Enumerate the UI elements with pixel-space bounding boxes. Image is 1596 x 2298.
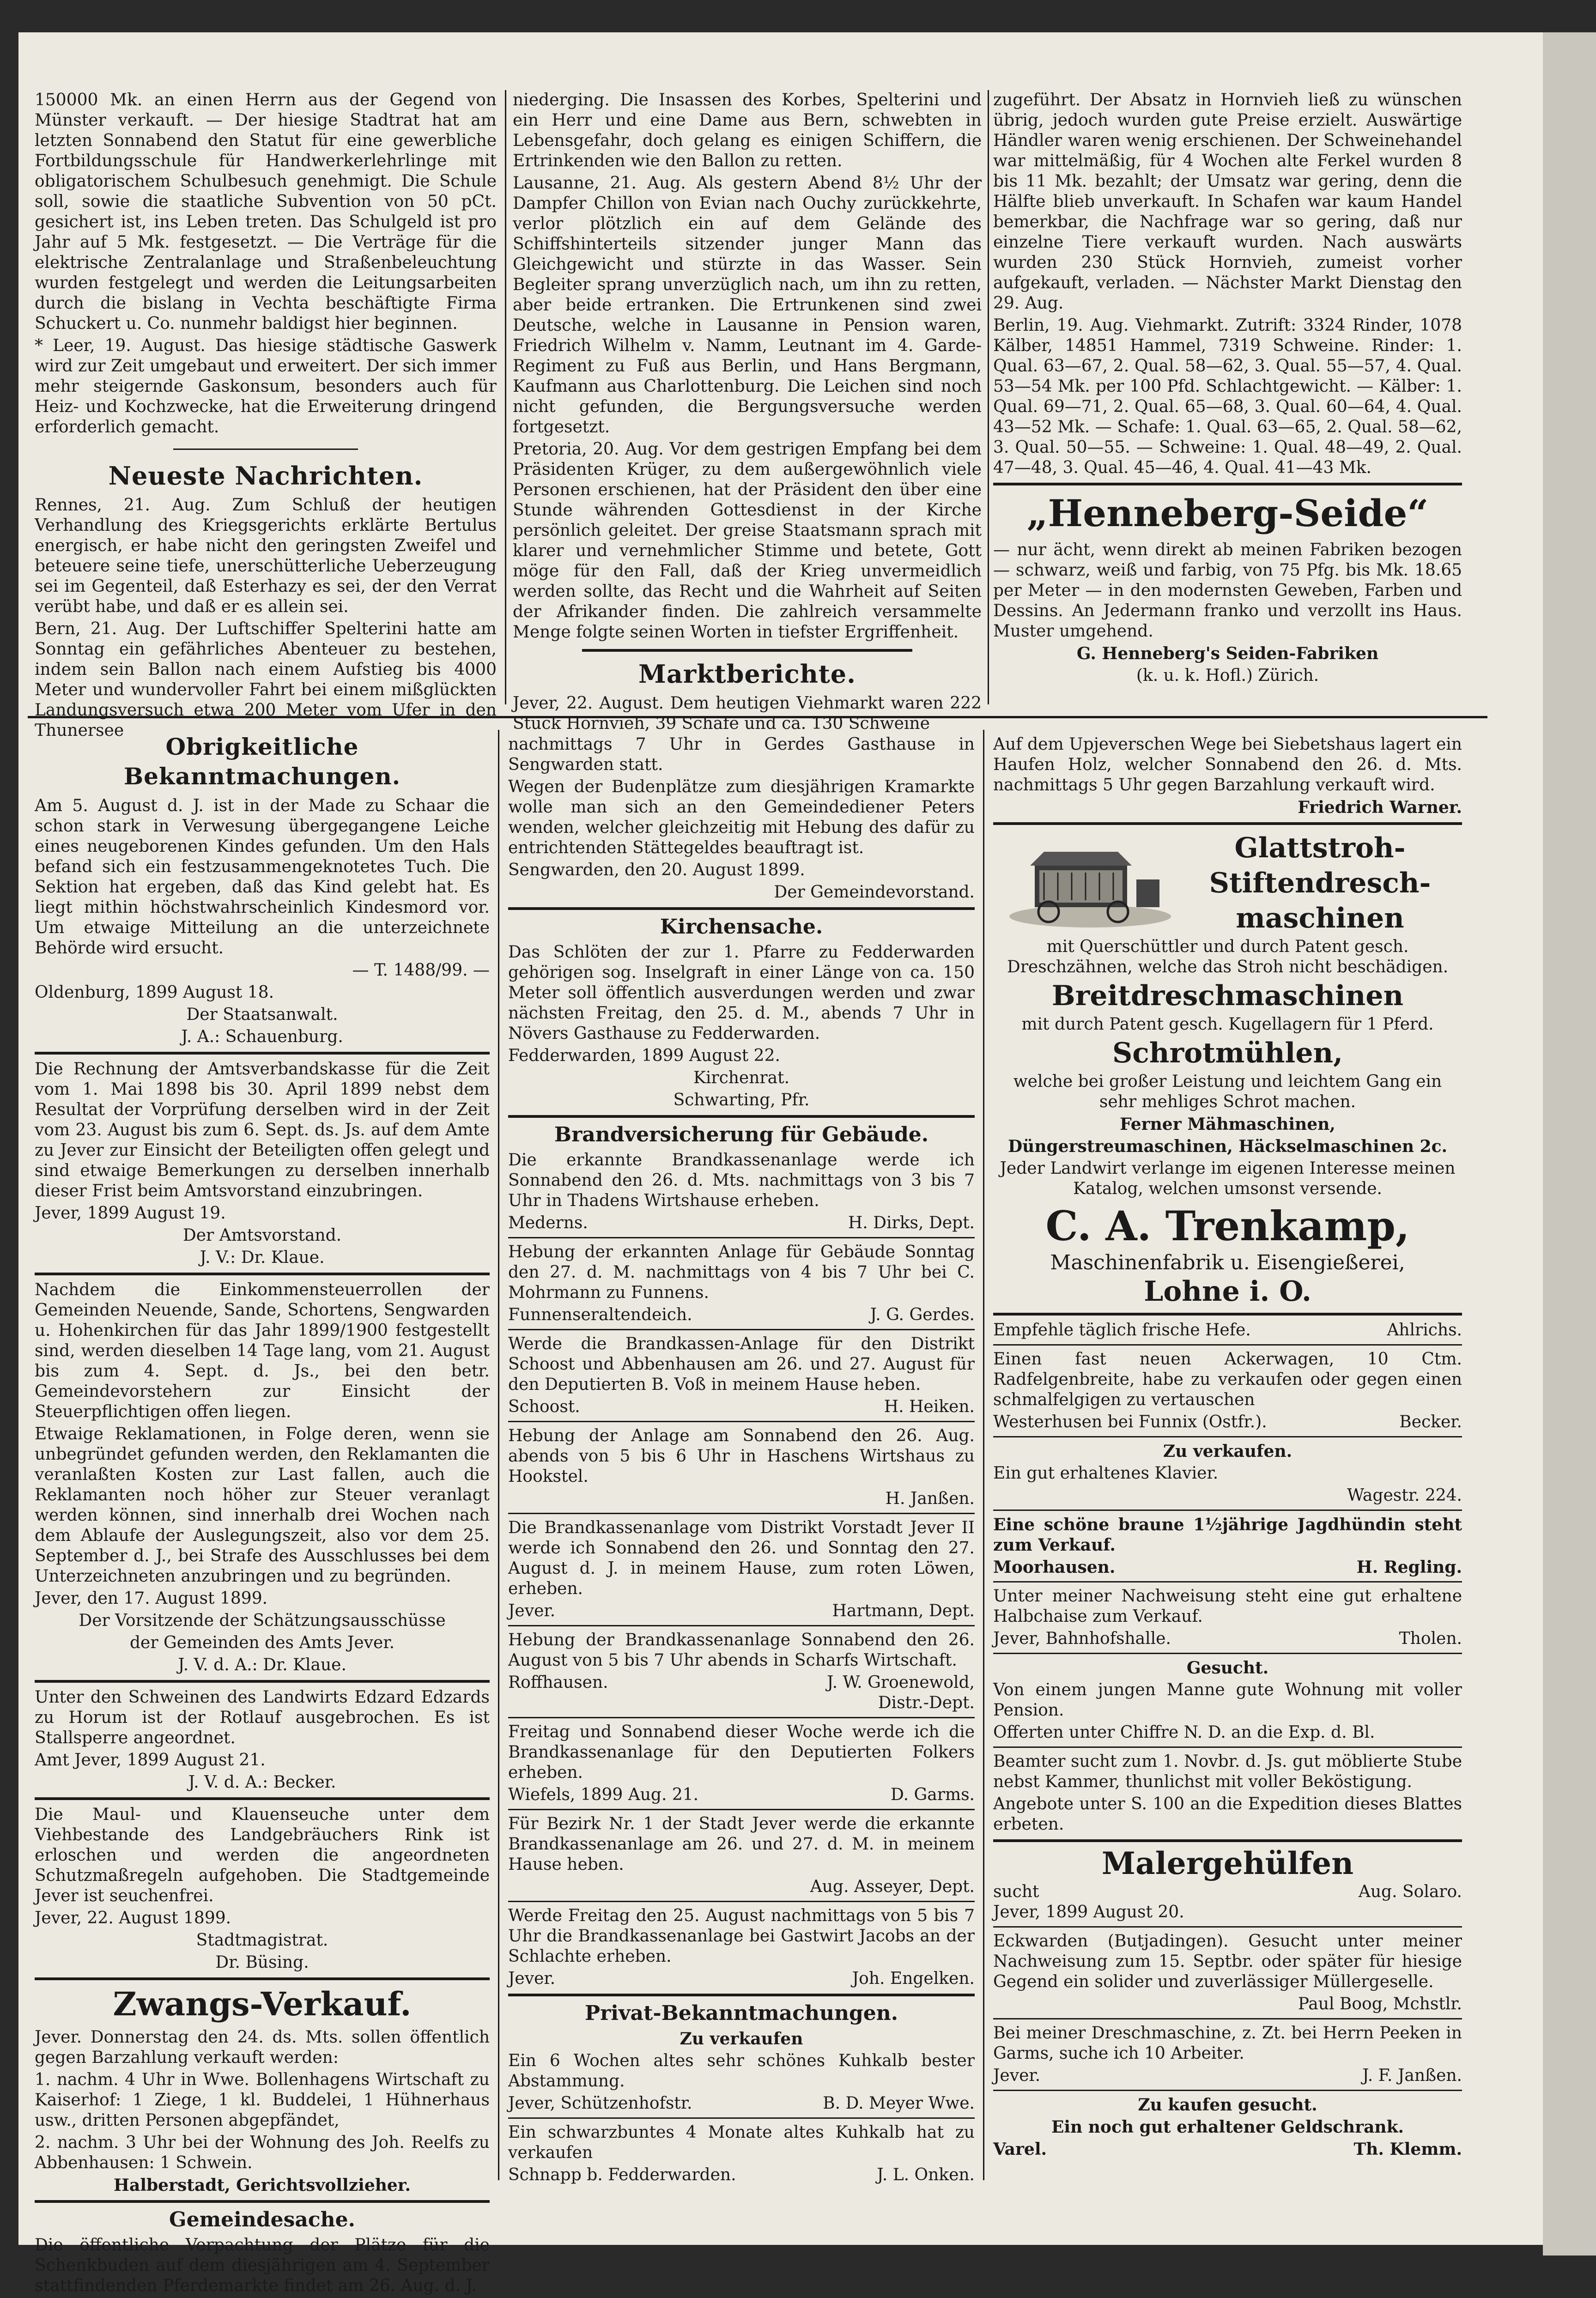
notice-text: Etwaige Reklamationen, in Folge deren, wenn sie unbegründet gefunden werden, den Reklamanten die veranlaßten Kosten zur Last fallen, auch die Reklamanten noch höher zur Steuer veranlagt werden können, sind innerhalb drei Wochen nach dem Ablaufe der Auslegungszeit, also vor dem 25. September d. J., bei Strafe des Ausschlusses bei dem Unterzeichneten anzubringen und zu begründen. (35, 1425, 490, 1586)
signature-line (508, 2093, 975, 2114)
place: Jever, Schützenhofstr. (508, 2094, 692, 2113)
signature: Becker. (1399, 1413, 1462, 1431)
notice-signature: J. A.: Schauenburg. (181, 1027, 343, 1046)
notice-text: Nachdem die Einkommensteuerrollen der Gemeinden Neuende, Sande, Schortens, Sengwarden u. Hohenkirchen für das Jahr 1899/1900 festgestellt sind, werden dieselben 14 Tage lang, vom 21. August bis zum 4. Sept. d. Js., bei den betr. Gemeindevorstehern zur Einsicht der Steuerpflichtigen offen liegen. (35, 1280, 490, 1421)
section-heading: Obrigkeitliche Bekanntmachungen. (123, 733, 401, 790)
signature-line (993, 2066, 1462, 2086)
notice-signature: Halberstadt, Gerichtsvollzieher. (113, 2176, 411, 2195)
ad-title: „Henneberg-Seide“ (1026, 491, 1429, 535)
news-paragraph: Berlin, 19. Aug. Viehmarkt. Zutrift: 3324 Rinder, 1078 Kälber, 14851 Hammel, 7319 Schweine. Rinder: 1. Qual. 63—67, 2. Qual. 58—62, 3. Qual. 55—57, 4. Qual. 53—54 Mk. per 100 Pfd. Schlachtgewicht. — Kälber: 1. Qual. 69—71, 2. Qual. 65—68, 3. Qual. 60—64, 4. Qual. 43—52 Mk. — Schafe: 1. Qual. 63—65, 2. Qual. 58—62, 3. Qual. 50—55. — Schweine: 1. Qual. 48—49, 2. Qual. 47—48, 3. Qual. 45—46, 4. Qual. 41—43 Mk. (993, 316, 1462, 477)
signature: Tholen. (1399, 1629, 1462, 1648)
notice-place: Jever, 22. August 1899. (35, 1909, 231, 1928)
news-paragraph: Pretoria, 20. Aug. Vor dem gestrigen Empfang bei dem Präsidenten Krüger, zu dem außergewöhnlich viele Personen erschienen, hat der Präsident den über eine Stunde währenden Gottesdienst in der Kirche persönlich geleitet. Der greise Staatsmann sprach mit klarer und vernehmlicher Stimme und betete, Gott möge für den Fall, daß der Krieg unvermeidlich werden sollte, das Recht und die Wahrheit auf Seiten der Afrikander finden. Die zahlreich versammelte Menge folgte seinen Worten in tiefster Ergriffenheit. (513, 440, 982, 642)
trenkamp-ad-header (993, 830, 1462, 937)
rule (993, 1653, 1462, 1654)
sub-heading: Zu verkaufen. (1163, 1442, 1293, 1461)
rule (508, 1513, 975, 1514)
rule (508, 1809, 975, 1810)
ad-title: Malergehülfen (1101, 1845, 1354, 1881)
ad-text: Unter meiner Nachweisung steht eine gut erhaltene Halbchaise zum Verkauf. (993, 1587, 1462, 1626)
notice-text: Am 5. August d. J. ist in der Made zu Schaar die schon stark in Verwesung übergegangene Leiche eines neugeborenen Kindes gefunden. Um den Hals befand sich ein festzusammengeknotetes Tuch. Die Sektion hat ergeben, daß das Kind gelebt hat. Es liegt mithin höchstwahrscheinlich Kindesmord vor. Um etwaige Mitteilung an die unterzeichnete Behörde wird ersucht. (35, 796, 490, 958)
news-paragraph: * Leer, 19. August. Das hiesige städtische Gaswerk wird zur Zeit umgebaut und erweitert. Der sich immer mehr steigernde Gaskonsum, besonders auch für Heiz- und Kochzwecke, hat die Erweiterung dringend erforderlich gemacht. (35, 336, 497, 437)
notice-place: Amt Jever, 1899 August 21. (35, 1751, 266, 1770)
notice-signature: J. V. d. A.: Becker. (188, 1773, 336, 1792)
rule (993, 822, 1462, 825)
signature: Joh. Engelken. (852, 1969, 975, 1988)
news-paragraph: Bern, 21. Aug. Der Luftschiffer Spelterini hatte am Sonntag ein gefährliches Abenteuer zu bestehen, indem sein Ballon nach einem Aufstieg bis 4000 Meter und wundervoller Fahrt bei einem mißglückten Landungsversuch etwa 200 Meter vom Ufer in den Thunersee (35, 619, 497, 740)
ad-text: Offerten unter Chiffre N. D. an die Exp. d. Bl. (993, 1723, 1375, 1742)
notice-text: Für Bezirk Nr. 1 der Stadt Jever werde die erkannte Brandkassenanlage am 26. und 27. d. M. in meinem Hause heben. (508, 1814, 975, 1874)
notice-signature: Kirchenrat. (693, 1068, 790, 1087)
rule (993, 1926, 1462, 1928)
rule (508, 1421, 975, 1422)
notice-signature: Schwarting, Pfr. (673, 1091, 810, 1110)
news-paragraph: Jever, 22. August. Dem heutigen Viehmarkt waren 222 Stück Hornvieh, 39 Schafe und ca. 130 Schweine (513, 694, 982, 733)
ad-text: Einen fast neuen Ackerwagen, 10 Ctm. Radfelgenbreite, habe zu verkaufen oder gegen einen schmalfelgigen zu vertauschen (993, 1350, 1462, 1409)
section-heading: Neueste Nachrichten. (108, 461, 423, 491)
news-paragraph: Rennes, 21. Aug. Zum Schluß der heutigen Verhandlung des Kriegsgerichts erklärte Bertulus energisch, er habe nicht den geringsten Zweifel und beteuere seine tiefe, unerschütterliche Ueberzeugung sei im Gegenteil, daß Esterhazy es sei, der den Verrat verübt habe, und daß er es allein sei. (35, 496, 497, 616)
rule (993, 2090, 1462, 2091)
ad-subtitle: Maschinenfabrik u. Eisengießerei, (1050, 1251, 1405, 1274)
notice-text: Die öffentliche Verpachtung der Plätze für die Schenkbuden auf dem diesjährigen am 4. September stattfindenden Pferdemarkte findet am 26. Aug. d. J. (35, 2236, 490, 2295)
signature: J. L. Onken. (877, 2165, 975, 2184)
rule (993, 1313, 1462, 1316)
ad-title: Stiftendresch- (1209, 867, 1431, 899)
rule (508, 1901, 975, 1902)
place: Jever. (508, 1969, 556, 1988)
signature-line (508, 1673, 975, 1693)
notice-text: Jever. Donnerstag den 24. ds. Mts. sollen öffentlich gegen Barzahlung verkauft werden: (35, 2028, 490, 2067)
ad-text: Eckwarden (Butjadingen). Gesucht unter meiner Nachweisung zum 15. Septbr. oder später für hiesige Gegend ein solider und zuverlässiger Müllergeselle. (993, 1932, 1462, 1991)
rule (993, 2018, 1462, 2019)
rule (993, 1344, 1462, 1346)
signature: B. D. Meyer Wwe. (823, 2094, 975, 2113)
notice-text: Das Schlöten der zur 1. Pfarre zu Fedderwarden gehörigen sog. Inselgraft in einer Länge von ca. 150 Meter soll öffentlich ausverdungen werden und zwar nächsten Freitag, den 25. d. M., abends 7 Uhr in Növers Gasthause zu Fedderwarden. (508, 943, 975, 1043)
notice-text: Freitag und Sonnabend dieser Woche werde ich die Brandkassenanlage für den Deputierten Folkers erheben. (508, 1722, 975, 1782)
place: Moorhausen. (993, 1558, 1116, 1577)
rule (993, 1746, 1462, 1748)
threshing-machine-illustration (1002, 838, 1178, 930)
section-heading: Gemeindesache. (169, 2208, 355, 2231)
ad-signature: Friedrich Warner. (1298, 798, 1462, 817)
signature: Aug. Solaro. (1358, 1882, 1462, 1901)
sub-heading: Gesucht. (1186, 1658, 1269, 1678)
notice-text: 1. nachm. 4 Uhr in Wwe. Bollenhagens Wirtschaft zu Kaiserhof: 1 Ziege, 1 kl. Buddelei, 1 Hühnerhaus usw., dritten Personen abgepfändet, (35, 2070, 490, 2130)
notice-text: nachmittags 7 Uhr in Gerdes Gasthause in Sengwarden statt. (508, 735, 975, 774)
ad-text: Von einem jungen Manne gute Wohnung mit voller Pension. (993, 1680, 1462, 1720)
rule (508, 1237, 975, 1238)
rule (508, 1115, 975, 1118)
ad-text: Auf dem Upjeverschen Wege bei Siebetshaus lagert ein Haufen Holz, welcher Sonnabend den 26. d. Mts. nachmittags 5 Uhr gegen Barzahlung verkauft wird. (993, 735, 1462, 794)
ad-location: Lohne i. O. (1144, 1275, 1311, 1308)
notice-place: Sengwarden, den 20. August 1899. (508, 861, 805, 879)
ad-text: mit Querschüttler und durch Patent gesch. Dreschzähnen, welche das Stroh nicht beschädigen. (1007, 937, 1449, 976)
news-paragraph: 150000 Mk. an einen Herrn aus der Gegend von Münster verkauft. — Der hiesige Stadtrat hat am letzten Sonnabend den Statut für eine gewerbliche Fortbildungsschule für Handwerkerlehrlinge mit obligatorischem Schulbesuch genehmigt. Die Schule soll, sowie die staatliche Subvention von 50 pCt. gesichert ist, ins Leben treten. Das Schulgeld ist pro Jahr auf 5 Mk. festgesetzt. — Die Verträge für die elektrische Zentralanlage und Straßenbeleuchtung wurden festgelegt und werden die Leitungsarbeiten durch die bislang in Vechta beschäftigte Firma Schuckert u. Co. nunmehr baldigst hier beginnen. (35, 91, 497, 333)
notice-place: Jever, 1899 August 19. (35, 1204, 226, 1223)
place: Wagestr. 224. (1347, 1486, 1462, 1505)
signature: Aug. Asseyer, Dept. (810, 1877, 975, 1896)
ad-title: Breitdreschmaschinen (1051, 980, 1404, 1012)
place: Schoost. (508, 1397, 580, 1416)
rule (173, 449, 358, 450)
rule (993, 483, 1462, 485)
notice-text: Die erkannte Brandkassenanlage werde ich Sonnabend den 26. d. Mts. nachmittags von 3 bis 7 Uhr in Thadens Wirtshause erheben. (508, 1151, 975, 1210)
rule (35, 1797, 490, 1800)
notice-place: Jever, den 17. August 1899. (35, 1589, 268, 1608)
notice-text: Hebung der erkannten Anlage für Gebäude Sonntag den 27. d. M. nachmittags von 4 bis 7 Uhr bei C. Mohrmann zu Funnens. (508, 1243, 975, 1302)
notice-text: Die Rechnung der Amtsverbandskasse für die Zeit vom 1. Mai 1898 bis 30. April 1899 nebst dem Resultat der Vorprüfung derselben wird in der Zeit vom 23. August bis zum 6. Sept. ds. Js. auf dem Amte zu Jever zur Einsicht der Beteiligten offen gelegt und sind etwaige Bemerkungen zu derselben innerhalb dieser Frist beim Amtsvorstand einzubringen. (35, 1060, 490, 1201)
place: Jever. (993, 2066, 1041, 2085)
place: Mederns. (508, 1213, 588, 1232)
notice-signature: Der Amtsvorstand. (182, 1226, 342, 1245)
signature-line (508, 1601, 975, 1621)
rule (582, 649, 912, 652)
signature: H. Janßen. (885, 1489, 975, 1508)
ad-firm: G. Henneberg's Seiden-Fabriken (1076, 644, 1379, 663)
signature-line (993, 1412, 1462, 1432)
notice-signature: der Gemeinden des Amts Jever. (129, 1633, 395, 1652)
signature: Hartmann, Dept. (832, 1601, 975, 1620)
place: Schnapp b. Fedderwarden. (508, 2165, 736, 2184)
notice-signature: J. V. d. A.: Dr. Klaue. (178, 1655, 346, 1674)
place: Funnenseraltendeich. (508, 1305, 692, 1324)
ad-firm: C. A. Trenkamp, (1045, 1202, 1410, 1250)
signature: H. Regling. (1356, 1558, 1462, 1577)
lower-column-middle (508, 734, 975, 2185)
signature-line (993, 1629, 1462, 1649)
place: Jever. (508, 1601, 556, 1620)
ad-text: Angebote unter S. 100 an die Expedition dieses Blattes erbeten. (993, 1795, 1462, 1834)
ad-text: Ferner Mähmaschinen, (1120, 1115, 1335, 1134)
signature: D. Garms. (891, 1785, 975, 1804)
notice-text: Unter den Schweinen des Landwirts Edzard Edzards zu Horum ist der Rotlauf ausgebrochen. Es ist Stallsperre angeordnet. (35, 1688, 490, 1747)
signature-line (993, 1320, 1462, 1340)
ad-text: Ein gut erhaltenes Klavier. (993, 1464, 1219, 1483)
place: Wiefels, 1899 Aug. 21. (508, 1785, 699, 1804)
lower-column-right (993, 734, 1462, 2159)
rule (508, 2117, 975, 2119)
rule (35, 1680, 490, 1683)
ad-text: Empfehle täglich frische Hefe. (993, 1321, 1251, 1340)
rule (508, 1329, 975, 1330)
top-column-2 (513, 90, 982, 736)
rule (508, 907, 975, 910)
ad-text: Jeder Landwirt verlange im eigenen Interesse meinen Katalog, welchen umsonst versende. (1000, 1159, 1456, 1198)
signature: J. W. Groenewold, (826, 1673, 975, 1692)
page-edge (1543, 32, 1596, 2256)
rule (35, 2200, 490, 2203)
rule (993, 1510, 1462, 1511)
notice-signature: J. V.: Dr. Klaue. (200, 1248, 325, 1267)
signature-line (508, 1305, 975, 1325)
column-divider (983, 730, 984, 2180)
ad-title: Glattstroh- (1234, 832, 1406, 864)
notice-text: 2. nachm. 3 Uhr bei der Wohnung des Joh. Reelfs zu Abbenhausen: 1 Schwein. (35, 2133, 490, 2172)
lower-column-left (35, 732, 490, 2298)
signature: H. Heiken. (884, 1397, 975, 1416)
ad-text: Bei meiner Dreschmaschine, z. Zt. bei Herrn Peeken in Garms, suche ich 10 Arbeiter. (993, 2024, 1462, 2063)
section-heading: Privat-Bekanntmachungen. (584, 2001, 898, 2025)
column-divider (988, 90, 989, 704)
place: Westerhusen bei Funnix (Ostfr.). (993, 1413, 1267, 1431)
ad-text: welche bei großer Leistung und leichtem Gang ein sehr mehliges Schrot machen. (1013, 1072, 1442, 1111)
ad-text: sucht (993, 1882, 1039, 1901)
signature-line (508, 2165, 975, 2185)
notice-signature: Der Staatsanwalt. (186, 1005, 338, 1024)
signature: Ahlrichs. (1387, 1321, 1462, 1340)
signature: Th. Klemm. (1353, 2140, 1462, 2159)
notice-text: Ein 6 Wochen altes sehr schönes Kuhkalb bester Abstammung. (508, 2051, 975, 2091)
sub-heading: Zu kaufen gesucht. (1138, 2095, 1317, 2115)
ad-text: Eine schöne braune 1½jährige Jagdhündin steht zum Verkauf. (993, 1515, 1462, 1555)
place: Roffhausen. (508, 1673, 608, 1692)
place: Jever, 1899 August 20. (993, 1903, 1184, 1922)
notice-signature: Stadtmagistrat. (196, 1931, 328, 1950)
rule (508, 1625, 975, 1626)
section-heading: Brandversicherung für Gebäude. (554, 1123, 929, 1146)
notice-signature: Der Vorsitzende der Schätzungsausschüsse (79, 1611, 446, 1630)
ad-text: mit durch Patent gesch. Kugellagern für 1 Pferd. (1021, 1015, 1434, 1034)
ad-location: (k. u. k. Hofl.) Zürich. (1136, 666, 1319, 685)
place: Varel. (993, 2140, 1047, 2159)
notice-text: Werde Freitag den 25. August nachmittags von 5 bis 7 Uhr die Brandkassenanlage bei Gastwirt Jacobs an der Schlachte erheben. (508, 1906, 975, 1966)
rule (508, 1994, 975, 1996)
notice-ref: — T. 1488/99. — (352, 961, 490, 980)
signature-line (508, 1397, 975, 1417)
ad-title: maschinen (1236, 902, 1404, 934)
notice-text: Die Brandkassenanlage vom Distrikt Vorstadt Jever II werde ich Sonnabend den 26. und Sonntag den 27. August d. J. in meinem Hause, zum roten Löwen, erheben. (508, 1518, 975, 1598)
signature: Paul Boog, Mchstlr. (1298, 1995, 1462, 2013)
notice-text: Wegen der Budenplätze zum diesjährigen Kramarkte wolle man sich an den Gemeindediener Peters wenden, welcher gleichzeitig mit Hebung des dafür zu entrichtenden Stättegeldes beauftragt ist. (508, 777, 975, 857)
top-column-1 (35, 90, 497, 743)
rule (993, 1839, 1462, 1842)
ad-text: Beamter sucht zum 1. Novbr. d. Js. gut möblierte Stube nebst Kammer, thunlichst mit voller Beköstigung. (993, 1752, 1462, 1791)
news-paragraph: zugeführt. Der Absatz in Hornvieh ließ zu wünschen übrig, jedoch wurden gute Preise erzielt. Auswärtige Händler waren wenig erschienen. Der Schweinehandel war mittelmäßig, für 4 Wochen alte Ferkel wurden 8 bis 11 Mk. bezahlt; der Umsatz war gering, denn die Hälfte blieb unverkauft. In Schafen war kaum Handel bemerkbar, die Nachfrage war so gering, daß nur einzelne Tiere verkauft wurden. Nach auswärts wurden 230 Stück Hornvieh, zumeist vorher aufgekauft, verladen. — Nächster Markt Dienstag den 29. Aug. (993, 91, 1462, 313)
ad-text: Ein noch gut erhaltener Geldschrank. (1051, 2117, 1404, 2137)
rule (993, 1436, 1462, 1437)
notice-signature: Dr. Büsing. (215, 1953, 309, 1972)
rule (35, 1052, 490, 1055)
notice-text: Hebung der Brandkassenanlage Sonnabend den 26. August von 5 bis 7 Uhr abends in Scharfs Wirtschaft. (508, 1631, 975, 1670)
signature: J. G. Gerdes. (870, 1305, 975, 1324)
place: Jever, Bahnhofshalle. (993, 1629, 1171, 1648)
notice-signature: Der Gemeindevorstand. (774, 883, 975, 902)
news-paragraph: niederging. Die Insassen des Korbes, Spelterini und ein Herr und eine Dame aus Bern, schwebten in Lebensgefahr, doch gelang es einigen Schiffern, die Ertrinkenden wie den Ballon zu retten. (513, 91, 982, 170)
section-heading: Zwangs-Verkauf. (113, 1985, 412, 2023)
sub-heading: Zu verkaufen (680, 2029, 803, 2049)
signature-line (508, 1213, 975, 1233)
signature-line (508, 1785, 975, 1805)
section-heading: Kirchensache. (660, 915, 823, 939)
rule (35, 1273, 490, 1275)
news-paragraph: Lausanne, 21. Aug. Als gestern Abend 8½ Uhr der Dampfer Chillon von Evian nach Ouchy zurückkehrte, verlor plötzlich ein auf dem Gelände des Schiffshinterteils sitzender junger Mann das Gleichgewicht und stürzte in das Wasser. Sein Begleiter sprang unverzüglich nach, um ihn zu retten, aber beide ertranken. Die Ertrunkenen sind zwei Deutsche, welche in Lausanne in Pension waren, Friedrich Wilhelm v. Namm, Leutnant im 4. Garde-Regiment zu Fuß aus Berlin, und Hans Bergmann, Kaufmann aus Charlottenburg. Die Leichen sind noch nicht gefunden, die Bergungsversuche werden fortgesetzt. (513, 174, 982, 437)
column-divider (505, 90, 506, 704)
signature: H. Dirks, Dept. (848, 1213, 975, 1232)
notice-text: Hebung der Anlage am Sonnabend den 26. Aug. abends von 5 bis 6 Uhr in Haschens Wirtshaus zu Hookstel. (508, 1426, 975, 1486)
rule (35, 1977, 490, 1980)
signature-line (993, 1882, 1462, 1902)
notice-text: Ein schwarzbuntes 4 Monate altes Kuhkalb hat zu verkaufen (508, 2123, 975, 2162)
notice-place: Oldenburg, 1899 August 18. (35, 983, 274, 1002)
ad-text: Düngerstreumaschinen, Häckselmaschinen 2c. (1007, 1137, 1448, 1156)
signature: J. F. Janßen. (1362, 2066, 1462, 2085)
signature: Distr.-Dept. (878, 1693, 975, 1712)
notice-text: Werde die Brandkassen-Anlage für den Distrikt Schoost und Abbenhausen am 26. und 27. August für den Deputierten B. Voß in meinem Hause heben. (508, 1334, 975, 1394)
top-column-3 (993, 90, 1462, 688)
notice-text: Die Maul- und Klauenseuche unter dem Viehbestande des Landgebräuchers Rink ist erloschen und werden die angeordneten Schutzmaßregeln aufgehoben. Die Stadtgemeinde Jever ist seuchenfrei. (35, 1805, 490, 1905)
signature-line (508, 1969, 975, 1989)
signature-line (993, 2139, 1462, 2159)
rule (993, 1581, 1462, 1583)
ad-title: Schrotmühlen, (1112, 1037, 1343, 1069)
ad-text: — nur ächt, wenn direkt ab meinen Fabriken bezogen — schwarz, weiß und farbig, von 75 Pfg. bis Mk. 18.65 per Meter — in den modernsten Geweben, Farben und Dessins. An Jedermann franko und verzollt ins Haus. Muster umgehend. (993, 540, 1462, 641)
column-divider (498, 730, 499, 2180)
rule (508, 1717, 975, 1718)
signature-line (993, 1557, 1462, 1577)
section-heading: Marktberichte. (638, 659, 856, 689)
notice-place: Fedderwarden, 1899 August 22. (508, 1046, 780, 1065)
